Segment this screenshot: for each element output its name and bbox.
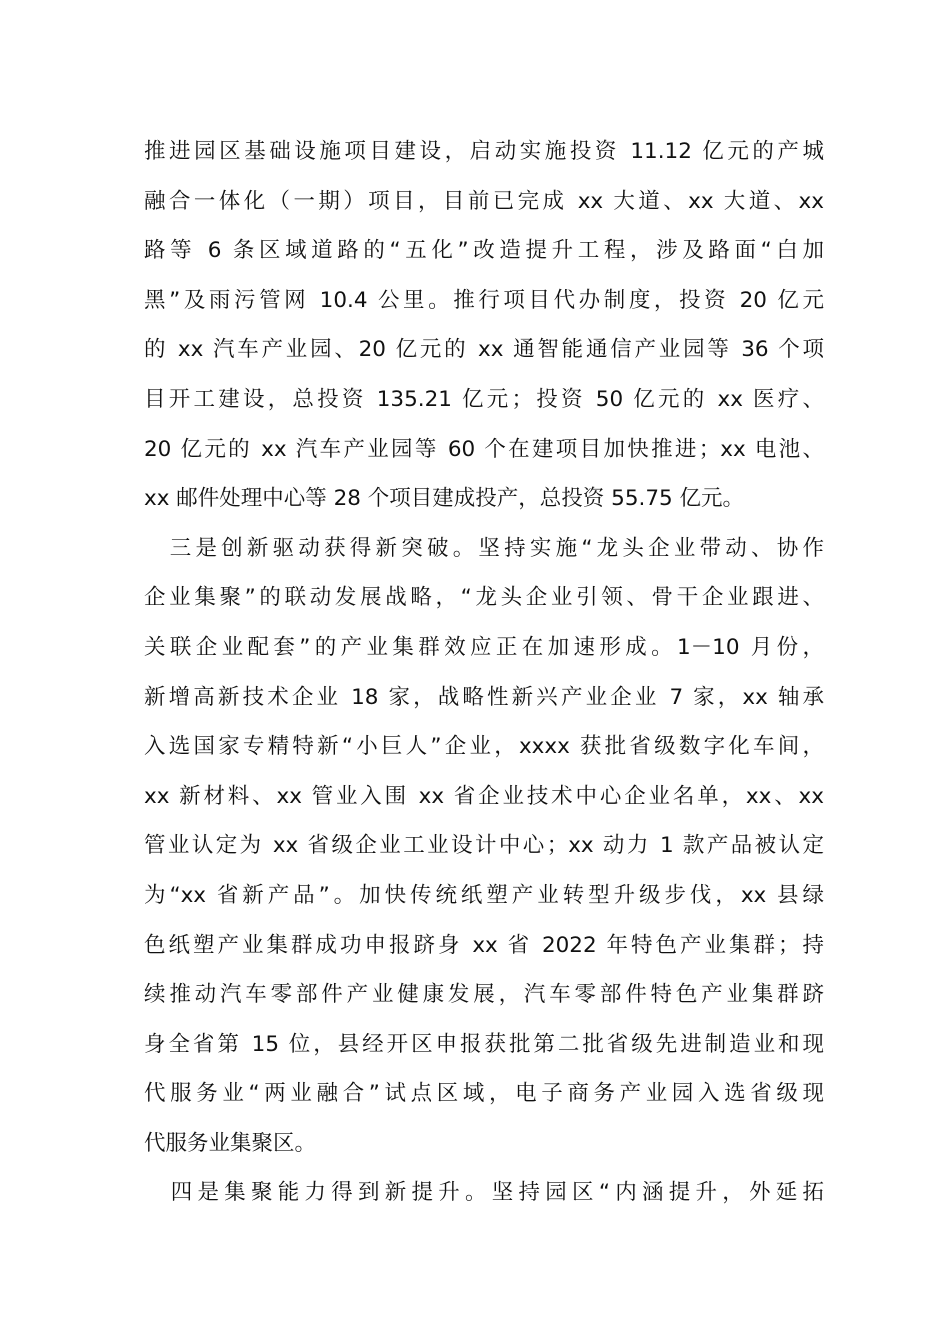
text-line: 身全省第 15 位，县经开区申报获批第二批省级先进制造业和现 <box>144 1031 824 1057</box>
text-line: 入选国家专精特新“小巨人”企业，xxxx 获批省级数字化车间， <box>144 734 824 760</box>
paragraph-infrastructure <box>144 127 824 524</box>
text-line: 融合一体化（一期）项目，目前已完成 xx 大道、xx 大道、xx <box>144 188 824 214</box>
text-line: 续推动汽车零部件产业健康发展，汽车零部件特色产业集群跻 <box>144 982 824 1008</box>
text-line: 三是创新驱动获得新突破。坚持实施“龙头企业带动、协作 <box>144 535 824 561</box>
text-line: 路等 6 条区域道路的“五化”改造提升工程，涉及路面“白加 <box>144 238 824 264</box>
text-line: 企业集聚”的联动发展战略，“龙头企业引领、骨干企业跟进、 <box>144 585 824 611</box>
document-body <box>144 127 824 1218</box>
paragraph-innovation <box>144 524 824 1169</box>
text-line: 代服务业“两业融合”试点区域，电子商务产业园入选省级现 <box>144 1081 824 1107</box>
text-line: 代服务业集聚区。 <box>144 1130 317 1156</box>
text-line: 色纸塑产业集群成功申报跻身 xx 省 2022 年特色产业集群；持 <box>144 932 824 958</box>
text-line: 目开工建设，总投资 135.21 亿元；投资 50 亿元的 xx 医疗、 <box>144 386 824 412</box>
text-line: 20 亿元的 xx 汽车产业园等 60 个在建项目加快推进；xx 电池、 <box>144 436 824 462</box>
text-line: 的 xx 汽车产业园、20 亿元的 xx 通智能通信产业园等 36 个项 <box>144 337 824 363</box>
text-line: 为“xx 省新产品”。加快传统纸塑产业转型升级步伐，xx 县绿 <box>144 882 824 908</box>
text-line: 黑”及雨污管网 10.4 公里。推行项目代办制度，投资 20 亿元 <box>144 287 824 313</box>
text-line: 推进园区基础设施项目建设，启动实施投资 11.12 亿元的产城 <box>144 139 824 164</box>
text-line: 新增高新技术企业 18 家，战略性新兴产业企业 7 家，xx 轴承 <box>144 684 824 710</box>
text-line: 管业认定为 xx 省级企业工业设计中心；xx 动力 1 款产品被认定 <box>144 833 824 859</box>
text-line: 关联企业配套”的产业集群效应正在加速形成。1－10 月份， <box>144 634 824 660</box>
text-line: 四是集聚能力得到新提升。坚持园区“内涵提升，外延拓 <box>144 1180 824 1206</box>
text-line: xx 新材料、xx 管业入围 xx 省企业技术中心企业名单，xx、xx <box>144 783 824 809</box>
text-line: xx 邮件处理中心等 28 个项目建成投产，总投资 55.75 亿元。 <box>144 486 745 512</box>
paragraph-agglomeration <box>144 1168 824 1218</box>
